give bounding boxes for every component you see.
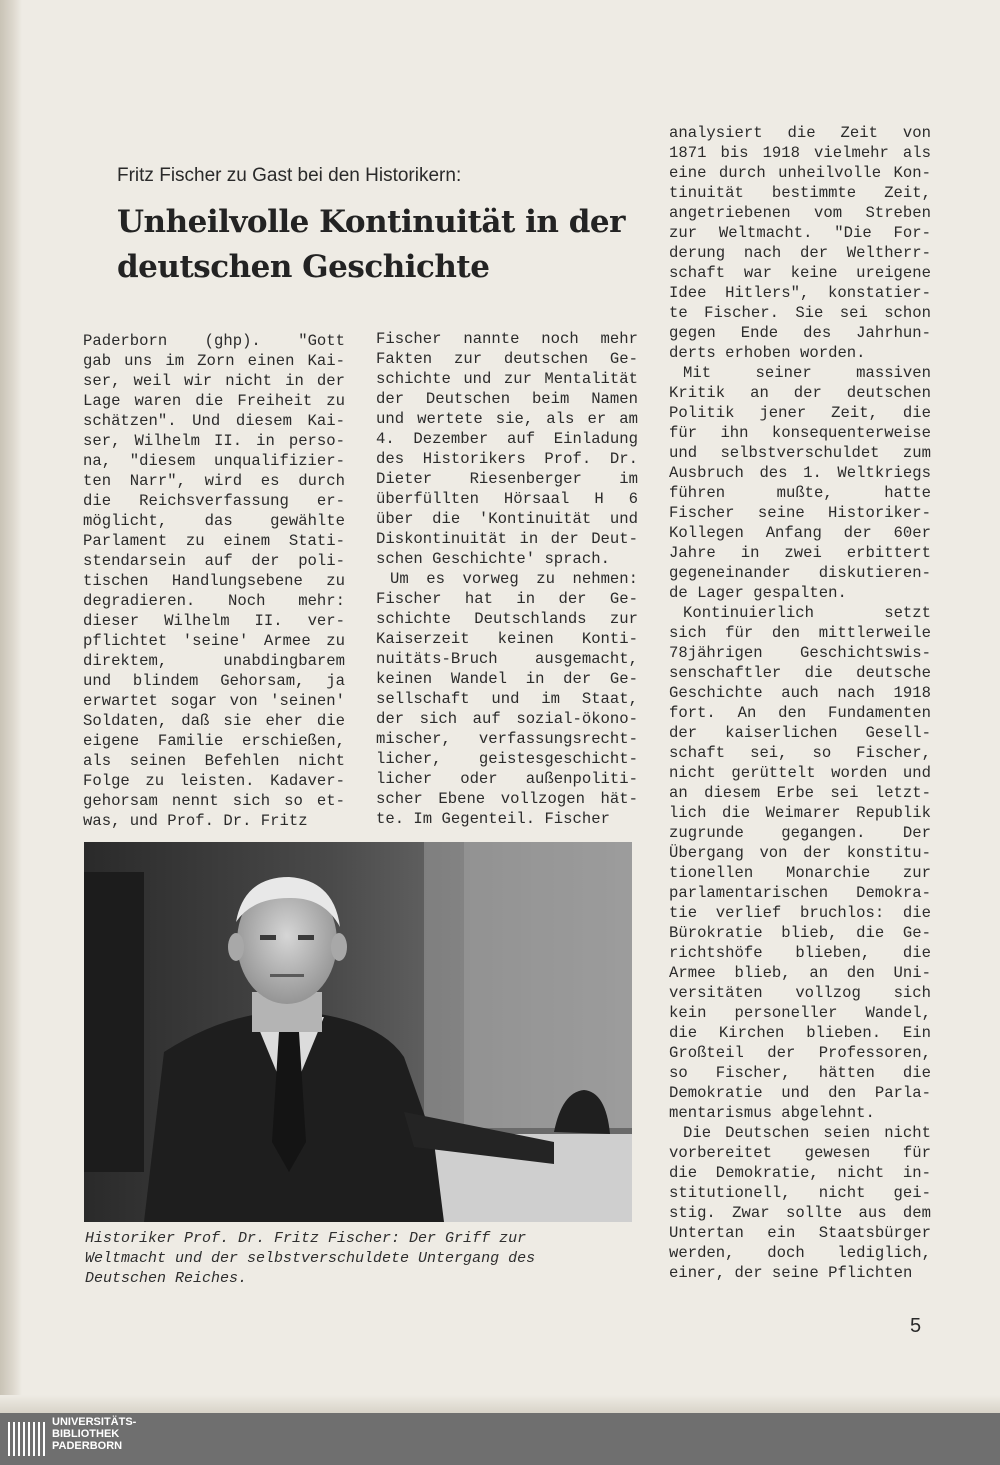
text-line: scher Ebene vollzogen hät- xyxy=(376,790,638,808)
text-line: so Fischer, hätten die xyxy=(669,1064,931,1082)
text-line: und wertete sie, als er am xyxy=(376,410,638,428)
text-line: kein personeller Wandel, xyxy=(669,1004,931,1022)
headline-line: deutschen Geschichte xyxy=(117,249,490,285)
text-line: Fischer nannte noch mehr xyxy=(376,330,638,348)
text-line: Dieter Riesenberger im xyxy=(376,470,638,488)
text-column-1 xyxy=(83,331,345,831)
text-line: Demokratie und den Parla- xyxy=(669,1084,931,1102)
text-line: lich die Weimarer Republik xyxy=(669,804,931,822)
text-line: te Fischer. Sie sei schon xyxy=(669,304,931,322)
text-line: mischer, verfassungsrecht- xyxy=(376,730,638,748)
text-line: schaft war keine ureigene xyxy=(669,264,931,282)
text-line: zur Weltmacht. "Die For- xyxy=(669,224,931,242)
text-line: tinuität bestimmte Zeit, xyxy=(669,184,931,202)
text-line: der Deutschen beim Namen xyxy=(376,390,638,408)
text-line: stitutionell, nicht gei- xyxy=(669,1184,931,1202)
logo-line: UNIVERSITÄTS- xyxy=(52,1416,137,1428)
text-line: Ausbruch des 1. Weltkriegs xyxy=(669,464,931,482)
text-line: keinen Wandel in der Ge- xyxy=(376,670,638,688)
text-line: derung nach der Weltherr- xyxy=(669,244,931,262)
binding-edge xyxy=(0,0,22,1413)
text-line: Politik jener Zeit, die xyxy=(669,404,931,422)
text-line: ser, Wilhelm II. in perso- xyxy=(83,432,345,450)
text-line: Mit seiner massiven xyxy=(683,364,931,382)
text-line: senschaftler die deutsche xyxy=(669,664,931,682)
text-line: dieser Wilhelm II. ver- xyxy=(83,612,345,630)
text-line: sich für den mittlerweile xyxy=(669,624,931,642)
text-line: zugrunde gegangen. Der xyxy=(669,824,931,842)
text-line: eine durch unheilvolle Kon- xyxy=(669,164,931,182)
text-line: sellschaft und im Staat, xyxy=(376,690,638,708)
text-line: über die 'Kontinuität und xyxy=(376,510,638,528)
text-line: gegen Ende des Jahrhun- xyxy=(669,324,931,342)
text-line: licher oder außenpoliti- xyxy=(376,770,638,788)
text-column-3 xyxy=(669,123,931,1283)
text-line: Kaiserzeit keinen Konti- xyxy=(376,630,638,648)
text-line: Geschichte auch nach 1918 xyxy=(669,684,931,702)
text-line: tie verlief bruchlos: die xyxy=(669,904,931,922)
text-line: versitäten vollzog sich xyxy=(669,984,931,1002)
text-line: na, "diesem unqualifizier- xyxy=(83,452,345,470)
text-line: gegeneinander diskutieren- xyxy=(669,564,931,582)
text-line: tischen Handlungsebene zu xyxy=(83,572,345,590)
text-line: nicht gerüttelt worden und xyxy=(669,764,931,782)
text-line: und selbstverschuldet zum xyxy=(669,444,931,462)
text-line: schen Geschichte' sprach. xyxy=(376,550,610,568)
text-line: Soldaten, daß sie eher die xyxy=(83,712,345,730)
text-line: möglicht, das gewählte xyxy=(83,512,345,530)
text-line: te. Im Gegenteil. Fischer xyxy=(376,810,610,828)
text-line: schichte und zur Mentalität xyxy=(376,370,638,388)
text-line: Diskontinuität in der Deut- xyxy=(376,530,638,548)
text-line: direktem, unabdingbarem xyxy=(83,652,345,670)
text-line: Untertan ein Staatsbürger xyxy=(669,1224,931,1242)
text-line: Armee blieb, an den Uni- xyxy=(669,964,931,982)
text-line: Kritik an der deutschen xyxy=(669,384,931,402)
text-line: an diesem Erbe sei letzt- xyxy=(669,784,931,802)
portrait-photo xyxy=(84,842,632,1222)
text-line: und blindem Gehorsam, ja xyxy=(83,672,345,690)
text-line: für ihn konsequenterweise xyxy=(669,424,931,442)
text-line: Übergang von der konstitu- xyxy=(669,844,931,862)
article-headline xyxy=(117,200,657,290)
text-line: Folge zu leisten. Kadaver- xyxy=(83,772,345,790)
text-line: angetriebenen vom Streben xyxy=(669,204,931,222)
text-line: pflichtet 'seine' Armee zu xyxy=(83,632,345,650)
text-line: was, und Prof. Dr. Fritz xyxy=(83,812,308,830)
text-line: analysiert die Zeit von xyxy=(669,124,931,142)
text-line: als seinen Befehlen nicht xyxy=(83,752,345,770)
text-line: nuitäts-Bruch ausgemacht, xyxy=(376,650,638,668)
text-line: vorbereitet gewesen für xyxy=(669,1144,931,1162)
text-line: die Demokratie, nicht in- xyxy=(669,1164,931,1182)
page-number: 5 xyxy=(910,1315,922,1337)
text-line: richtshöfe blieben, die xyxy=(669,944,931,962)
caption-line: Historiker Prof. Dr. Fritz Fischer: Der Griff zur xyxy=(85,1230,527,1247)
text-line: licher, geistesgeschicht- xyxy=(376,750,638,768)
text-line: einer, der seine Pflichten xyxy=(669,1264,913,1282)
text-line: mentarismus abgelehnt. xyxy=(669,1104,875,1122)
text-line: Paderborn (ghp). "Gott xyxy=(83,332,345,350)
portrait-illustration xyxy=(84,842,632,1222)
text-line: tionellen Monarchie zur xyxy=(669,864,931,882)
text-line: Die Deutschen seien nicht xyxy=(683,1124,931,1142)
text-line: stig. Zwar sollte aus dem xyxy=(669,1204,931,1222)
library-logo-icon xyxy=(6,1418,46,1460)
page-bottom-edge xyxy=(0,1395,1000,1413)
text-line: Fischer hat in der Ge- xyxy=(376,590,638,608)
logo-line: PADERBORN xyxy=(52,1440,123,1452)
photo-caption xyxy=(85,1229,625,1289)
text-line: schichte Deutschlands zur xyxy=(376,610,638,628)
text-line: die Kirchen blieben. Ein xyxy=(669,1024,931,1042)
library-footer-bar xyxy=(0,1413,1000,1465)
text-line: erwartet sogar von 'seinen' xyxy=(83,692,345,710)
text-line: schätzen". Und diesem Kai- xyxy=(83,412,345,430)
text-column-2 xyxy=(376,329,638,829)
library-logo-text xyxy=(52,1416,136,1452)
text-line: degradieren. Noch mehr: xyxy=(83,592,345,610)
text-line: derts erhoben worden. xyxy=(669,344,866,362)
text-line: Lage waren die Freiheit zu xyxy=(83,392,345,410)
text-line: Um es vorweg zu nehmen: xyxy=(390,570,638,588)
text-line: Fischer seine Historiker- xyxy=(669,504,931,522)
text-line: überfüllten Hörsaal H 6 xyxy=(376,490,638,508)
text-line: stendarsein auf der poli- xyxy=(83,552,345,570)
text-line: schaft sei, so Fischer, xyxy=(669,744,931,762)
text-line: Jahre in zwei erbittert xyxy=(669,544,931,562)
text-line: gab uns im Zorn einen Kai- xyxy=(83,352,345,370)
text-line: parlamentarischen Demokra- xyxy=(669,884,931,902)
caption-line: Weltmacht und der selbstverschuldete Untergang des xyxy=(85,1250,536,1267)
text-line: 78jährigen Geschichtswis- xyxy=(669,644,931,662)
logo-line: BIBLIOTHEK xyxy=(52,1428,120,1440)
text-line: des Historikers Prof. Dr. xyxy=(376,450,638,468)
caption-line: Deutschen Reiches. xyxy=(85,1270,248,1287)
text-line: 4. Dezember auf Einladung xyxy=(376,430,638,448)
text-line: der sich auf sozial-ökono- xyxy=(376,710,638,728)
text-line: Idee Hitlers", konstatier- xyxy=(669,284,931,302)
text-line: Großteil der Professoren, xyxy=(669,1044,931,1062)
text-line: Bürokratie blieb, die Ge- xyxy=(669,924,931,942)
text-line: fort. An den Fundamenten xyxy=(669,704,931,722)
text-line: Parlament zu einem Stati- xyxy=(83,532,345,550)
text-line: führen mußte, hatte xyxy=(669,484,931,502)
text-line: Kollegen Anfang der 60er xyxy=(669,524,931,542)
text-line: de Lager gespalten. xyxy=(669,584,847,602)
text-line: eigene Familie erschießen, xyxy=(83,732,345,750)
text-line: 1871 bis 1918 vielmehr als xyxy=(669,144,931,162)
text-line: gehorsam nennt sich so et- xyxy=(83,792,345,810)
text-line: ten Narr", wird es durch xyxy=(83,472,345,490)
text-line: Kontinuierlich setzt xyxy=(683,604,931,622)
text-line: Fakten zur deutschen Ge- xyxy=(376,350,638,368)
text-line: der kaiserlichen Gesell- xyxy=(669,724,931,742)
article-kicker: Fritz Fischer zu Gast bei den Historikern: xyxy=(117,165,462,186)
text-line: die Reichsverfassung er- xyxy=(83,492,345,510)
text-line: werden, doch lediglich, xyxy=(669,1244,931,1262)
headline-line: Unheilvolle Kontinuität in der xyxy=(117,204,625,240)
text-line: ser, weil wir nicht in der xyxy=(83,372,345,390)
